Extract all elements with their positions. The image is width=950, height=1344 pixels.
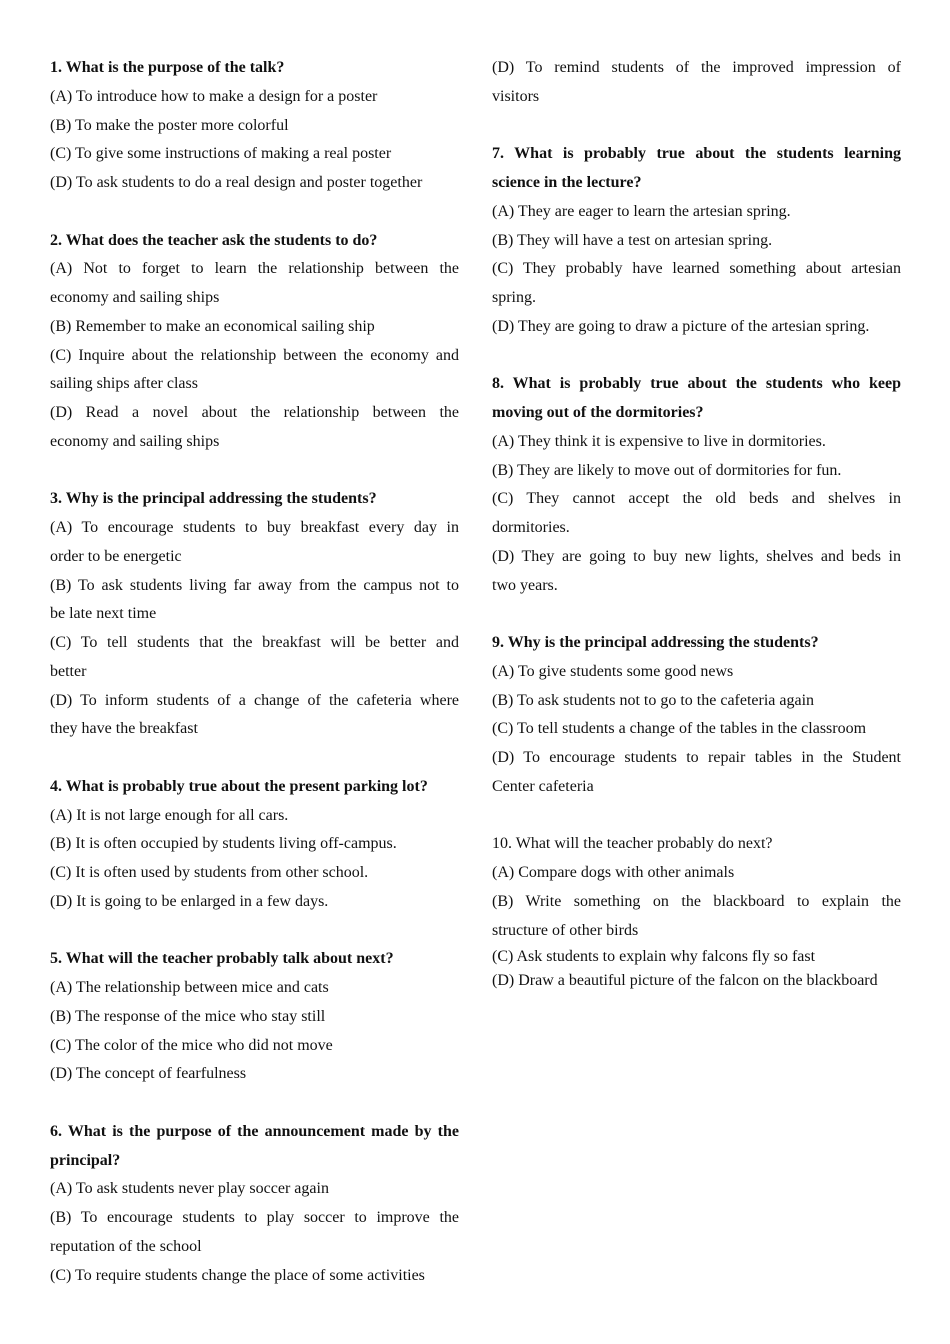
question-line: 7. What is probably true about the students learning (492, 145, 901, 163)
answer-option-line: (A) To give students some good news (492, 662, 734, 680)
answer-option-line: economy and sailing ships (50, 289, 220, 306)
answer-option-line: (D) Draw a beautiful picture of the falcon on the blackboard (492, 972, 878, 990)
answer-option-line: (D) To remind students of the improved impression of (492, 59, 901, 76)
question-line: 2. What does the teacher ask the students to do? (50, 231, 378, 249)
question-line: 3. Why is the principal addressing the students? (50, 490, 377, 508)
blank-spacer (50, 457, 459, 486)
answer-option-line: (C) To tell students a change of the tables in the classroom (492, 720, 867, 738)
right-column (492, 54, 901, 993)
answer-option-line: (D) It is going to be enlarged in a few days. (50, 892, 329, 910)
blank-spacer (492, 802, 901, 831)
answer-option-line: (D) They are going to buy new lights, shelves and beds in (492, 547, 901, 565)
answer-option-line: (D) To encourage students to repair tables in the Student (492, 749, 901, 766)
question-line: 4. What is probably true about the present parking lot? (50, 777, 428, 795)
answer-option-line: (C) They probably have learned something about artesian (492, 260, 901, 278)
answer-option-line: Center cafeteria (492, 777, 594, 795)
question-line: 9. Why is the principal addressing the students? (492, 634, 819, 651)
blank-spacer (492, 342, 901, 371)
answer-option-line: dormitories. (492, 519, 570, 536)
answer-option-line: reputation of the school (50, 1237, 202, 1255)
answer-option-line: (B) Write something on the blackboard to explain the (492, 892, 901, 910)
answer-option-line: visitors (492, 87, 540, 105)
question-line: 8. What is probably true about the students who keep (492, 375, 901, 393)
answer-option-line: economy and sailing ships (50, 432, 220, 450)
answer-option-line: (D) Read a novel about the relationship between the (50, 404, 459, 421)
answer-option-line: 10. What will the teacher probably do next? (492, 835, 773, 853)
blank-spacer (50, 198, 459, 227)
answer-option-line: (C) Inquire about the relationship between the economy and (50, 346, 459, 364)
answer-option-line: (D) They are going to draw a picture of the artesian spring. (492, 317, 870, 335)
question-line: principal? (50, 1151, 121, 1169)
left-column (50, 54, 459, 1290)
answer-option-line: they have the breakfast (50, 720, 198, 738)
answer-option-line: (B) To ask students not to go to the cafeteria again (492, 691, 815, 709)
question-line: 1. What is the purpose of the talk? (50, 59, 285, 76)
answer-option-line: (D) To inform students of a change of the cafeteria where (50, 691, 459, 709)
answer-option-line: (C) To give some instructions of making a real poster (50, 145, 392, 163)
answer-option-line: (B) To encourage students to play soccer to improve the (50, 1209, 459, 1226)
answer-option-line: structure of other birds (492, 921, 639, 939)
answer-option-line: sailing ships after class (50, 375, 198, 393)
answer-option-line: (C) They cannot accept the old beds and shelves in (492, 490, 901, 508)
blank-spacer (492, 600, 901, 629)
blank-spacer (50, 1089, 459, 1118)
answer-option-line: (B) To make the poster more colorful (50, 116, 289, 134)
answer-option-line: (C) To tell students that the breakfast will be better and (50, 634, 459, 651)
blank-spacer (492, 112, 901, 141)
answer-option-line: (C) To require students change the place of some activities (50, 1266, 425, 1284)
answer-option-line: (C) It is often used by students from other school. (50, 864, 369, 881)
blank-spacer (50, 917, 459, 946)
answer-option-line: better (50, 662, 87, 680)
answer-option-line: (A) To introduce how to make a design for a poster (50, 87, 378, 105)
answer-option-line: (B) Remember to make an economical sailing ship (50, 317, 375, 335)
question-line: science in the lecture? (492, 174, 642, 191)
answer-option-line: two years. (492, 576, 558, 594)
blank-spacer (50, 744, 459, 773)
answer-option-line: (D) The concept of fearfulness (50, 1065, 247, 1083)
answer-option-line: (A) They think it is expensive to live in dormitories. (492, 432, 826, 450)
answer-option-line: (B) To ask students living far away from the campus not to (50, 576, 459, 594)
answer-option-line: (B) They are likely to move out of dormitories for fun. (492, 461, 842, 479)
question-line: moving out of the dormitories? (492, 404, 704, 421)
answer-option-line: (B) It is often occupied by students living off-campus. (50, 835, 397, 853)
answer-option-line: order to be energetic (50, 547, 182, 565)
answer-option-line: (A) It is not large enough for all cars. (50, 806, 289, 824)
answer-option-line: (A) To encourage students to buy breakfast every day in (50, 519, 459, 536)
answer-option-line: be late next time (50, 605, 157, 623)
answer-option-line: (B) They will have a test on artesian spring. (492, 231, 773, 249)
question-line: 5. What will the teacher probably talk about next? (50, 950, 394, 968)
answer-option-line: (C) The color of the mice who did not move (50, 1036, 333, 1054)
question-line: 6. What is the purpose of the announcement made by the (50, 1122, 459, 1140)
answer-option-line: spring. (492, 289, 536, 306)
answer-option-line: (C) Ask students to explain why falcons fly so fast (492, 948, 816, 966)
answer-option-line: (D) To ask students to do a real design and poster together (50, 174, 423, 191)
answer-option-line: (A) They are eager to learn the artesian spring. (492, 202, 791, 220)
answer-option-line: (A) Compare dogs with other animals (492, 864, 735, 881)
answer-option-line: (B) The response of the mice who stay still (50, 1007, 326, 1025)
answer-option-line: (A) The relationship between mice and cats (50, 979, 329, 996)
answer-option-line: (A) To ask students never play soccer again (50, 1180, 329, 1198)
answer-option-line: (A) Not to forget to learn the relationship between the (50, 260, 459, 278)
